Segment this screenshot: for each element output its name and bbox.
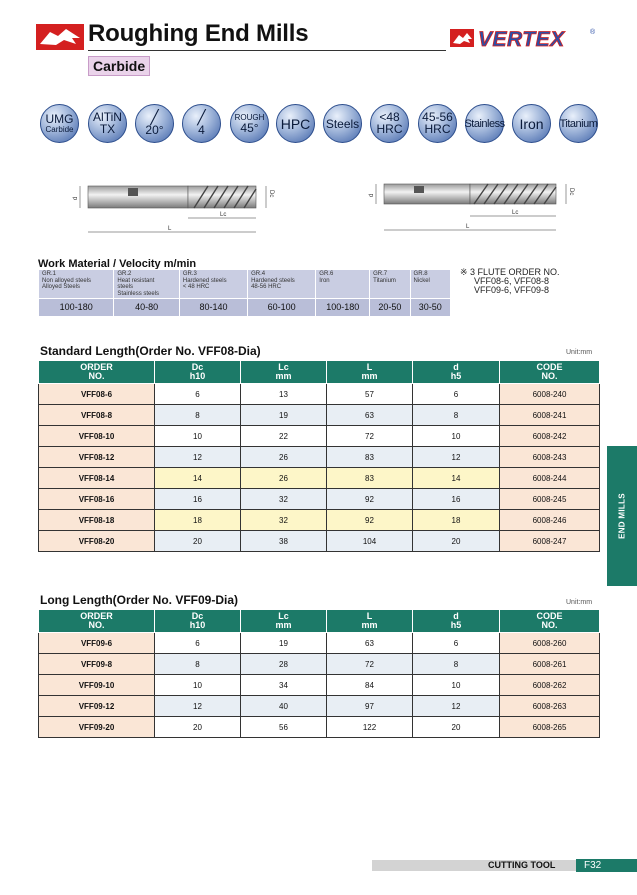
material-group-cell — [410, 270, 450, 299]
material-velocity: 80-140 — [179, 299, 247, 317]
material-velocity: 30-50 — [410, 299, 450, 317]
table-cell: 20 — [155, 717, 241, 738]
dim-d-label: d — [73, 196, 79, 200]
order-number-cell: VFF08-10 — [39, 426, 155, 447]
column-header — [413, 361, 500, 384]
table-cell: 14 — [155, 468, 241, 489]
table-header-row — [39, 361, 600, 384]
feature-icon-11 — [512, 104, 551, 143]
column-header-text: d — [453, 611, 459, 621]
column-header-text: NO. — [88, 371, 105, 381]
code-number-cell: 6008-262 — [500, 675, 600, 696]
table-cell: 22 — [241, 426, 327, 447]
feature-label: AlTiN — [93, 110, 122, 124]
table-cell: 97 — [327, 696, 413, 717]
table-cell: 16 — [155, 489, 241, 510]
title-divider — [88, 50, 446, 51]
feature-glyph: ╱ — [197, 109, 206, 125]
table-cell: 20 — [413, 531, 500, 552]
table-row[interactable] — [39, 447, 600, 468]
table-cell: 6 — [413, 384, 500, 405]
table-cell: 10 — [155, 675, 241, 696]
table-cell: 57 — [327, 384, 413, 405]
code-number-cell: 6008-240 — [500, 384, 600, 405]
material-subtitle: Carbide — [88, 56, 150, 76]
column-header-text: CODE — [536, 362, 563, 372]
material-group-desc: Hardened steels — [251, 277, 295, 284]
table-cell: 10 — [413, 426, 500, 447]
material-group-name: GR.6 — [319, 271, 334, 277]
material-group-cell — [179, 270, 247, 299]
brand-name: VERTEX — [478, 28, 565, 51]
table-row[interactable] — [39, 405, 600, 426]
column-header — [39, 610, 155, 633]
table-cell: 92 — [327, 489, 413, 510]
feature-icon-7 — [323, 104, 362, 143]
column-header — [155, 610, 241, 633]
feature-label: Carbide — [45, 125, 74, 134]
table-row[interactable] — [39, 531, 600, 552]
table-cell: 104 — [327, 531, 413, 552]
order-number-cell: VFF08-14 — [39, 468, 155, 489]
footer-section: CUTTING TOOL — [488, 860, 556, 870]
table-row[interactable] — [39, 384, 600, 405]
table-cell: 72 — [327, 426, 413, 447]
feature-label: ROUGH — [234, 112, 265, 122]
code-number-cell: 6008-242 — [500, 426, 600, 447]
code-number-cell: 6008-261 — [500, 654, 600, 675]
material-group-desc: Nickel — [413, 277, 430, 284]
table-cell: 84 — [327, 675, 413, 696]
dim-l-label-long: L — [466, 224, 470, 230]
feature-label: HRC — [376, 122, 403, 136]
feature-glyph: ╱ — [150, 109, 159, 125]
column-header-text: h10 — [189, 371, 206, 381]
table-cell: 18 — [155, 510, 241, 531]
table-cell: 6 — [155, 384, 241, 405]
order-number-cell: VFF09-6 — [39, 633, 155, 654]
feature-label: TX — [99, 122, 116, 136]
column-header — [500, 610, 600, 633]
table-cell: 83 — [327, 447, 413, 468]
feature-label: Iron — [519, 115, 544, 132]
table-cell: 32 — [241, 510, 327, 531]
order-number-cell: VFF08-18 — [39, 510, 155, 531]
table-cell: 20 — [155, 531, 241, 552]
material-group-desc: Titanium — [373, 277, 396, 284]
long-length-table — [38, 609, 600, 738]
code-number-cell: 6008-260 — [500, 633, 600, 654]
order-number-cell: VFF08-6 — [39, 384, 155, 405]
feature-label: UMG — [45, 112, 74, 126]
column-header-text: mm — [275, 620, 292, 630]
chamfer-angle-icon — [230, 104, 269, 143]
table-row[interactable] — [39, 510, 600, 531]
material-group-desc: Stainless steels — [117, 290, 160, 297]
material-velocity: 100-180 — [316, 299, 370, 317]
material-group-name: GR.1 — [42, 271, 57, 277]
feature-label: 45-56 — [422, 110, 453, 124]
column-header — [327, 361, 413, 384]
table-row[interactable] — [39, 489, 600, 510]
table-row[interactable] — [39, 426, 600, 447]
table-cell: 6 — [155, 633, 241, 654]
code-number-cell: 6008-263 — [500, 696, 600, 717]
table-row[interactable] — [39, 717, 600, 738]
material-group-name: GR.4 — [251, 271, 266, 277]
note-line: VFF08-6, VFF08-8 — [474, 276, 550, 286]
feature-label: HRC — [424, 122, 451, 136]
column-header-text: NO. — [541, 620, 558, 630]
order-number-cell: VFF08-16 — [39, 489, 155, 510]
table-cell: 8 — [155, 405, 241, 426]
table-cell: 8 — [413, 654, 500, 675]
table-cell: 20 — [413, 717, 500, 738]
code-number-cell: 6008-246 — [500, 510, 600, 531]
table-cell: 122 — [327, 717, 413, 738]
column-header-text: mm — [361, 620, 378, 630]
table-cell: 10 — [413, 675, 500, 696]
table-row[interactable] — [39, 675, 600, 696]
dim-lc-label-long: Lc — [512, 210, 519, 216]
table-cell: 13 — [241, 384, 327, 405]
unit-label: Unit:mm — [566, 349, 593, 356]
feature-label: Stainless — [464, 117, 505, 130]
column-header — [39, 361, 155, 384]
page-title: Roughing End Mills — [88, 20, 309, 47]
table-row[interactable] — [39, 696, 600, 717]
material-group-name: GR.2 — [117, 271, 132, 277]
column-header — [500, 361, 600, 384]
column-header-text: Lc — [278, 611, 289, 621]
material-group-desc: Iron — [319, 277, 330, 284]
feature-icon-6 — [276, 104, 315, 143]
dim-dc-label-long: Dc — [568, 188, 574, 196]
flute-order-note — [460, 268, 560, 295]
order-number-cell: VFF09-8 — [39, 654, 155, 675]
feature-icon-1 — [40, 104, 79, 143]
side-tab-label: END MILLS — [617, 493, 627, 539]
table-cell: 6 — [413, 633, 500, 654]
material-velocity: 100-180 — [39, 299, 114, 317]
code-number-cell: 6008-247 — [500, 531, 600, 552]
order-number-cell: VFF08-12 — [39, 447, 155, 468]
table-cell: 12 — [155, 447, 241, 468]
material-group-desc: 48-56 HRC — [251, 284, 282, 290]
table-row[interactable] — [39, 654, 600, 675]
table-cell: 26 — [241, 447, 327, 468]
table-header-row — [39, 610, 600, 633]
order-number-cell: VFF09-10 — [39, 675, 155, 696]
column-header-text: L — [366, 611, 373, 621]
table-row[interactable] — [39, 468, 600, 489]
column-header-text: CODE — [536, 611, 563, 621]
tool-drawing-long — [370, 172, 584, 236]
section-side-tab[interactable] — [607, 446, 637, 586]
table-cell: 8 — [413, 405, 500, 426]
column-header — [241, 610, 327, 633]
material-group-desc: steels — [117, 284, 134, 290]
table-cell: 40 — [241, 696, 327, 717]
column-header-text: mm — [361, 371, 378, 381]
order-number-cell: VFF08-20 — [39, 531, 155, 552]
standard-length-title: Standard Length(Order No. VFF08-Dia) — [40, 344, 261, 358]
vertex-brand-logo — [450, 24, 600, 52]
table-cell: 83 — [327, 468, 413, 489]
material-group-name: GR.7 — [373, 271, 388, 277]
dim-l-label: L — [168, 226, 172, 232]
material-velocity: 20-50 — [370, 299, 410, 317]
unit-label: Unit:mm — [566, 599, 593, 606]
table-cell: 16 — [413, 489, 500, 510]
feature-label: 20° — [145, 123, 164, 137]
feature-icon-8 — [370, 104, 409, 143]
column-header-text: Lc — [278, 362, 289, 372]
material-group-desc: Alloyed Steels — [42, 284, 81, 290]
order-number-cell: VFF09-20 — [39, 717, 155, 738]
table-cell: 10 — [155, 426, 241, 447]
material-velocity: 40-80 — [114, 299, 180, 317]
column-header-text: mm — [275, 371, 292, 381]
column-header-text: h5 — [450, 620, 462, 630]
table-cell: 32 — [241, 489, 327, 510]
table-cell: 34 — [241, 675, 327, 696]
page-number: F32 — [576, 859, 637, 872]
table-cell: 63 — [327, 405, 413, 426]
table-cell: 12 — [155, 696, 241, 717]
column-header — [155, 361, 241, 384]
feature-label: Steels — [325, 116, 360, 131]
code-number-cell: 6008-243 — [500, 447, 600, 468]
table-cell: 19 — [241, 405, 327, 426]
tool-drawing-standard — [72, 172, 278, 236]
table-cell: 92 — [327, 510, 413, 531]
dim-dc-label: Dc — [268, 190, 274, 198]
standard-length-table — [38, 360, 600, 552]
column-header-text: NO. — [88, 620, 105, 630]
material-group-desc: Heat resistant — [117, 277, 155, 284]
helix-angle-icon — [135, 104, 174, 143]
long-length-title: Long Length(Order No. VFF09-Dia) — [40, 593, 238, 607]
column-header-text: NO. — [541, 371, 558, 381]
table-cell: 8 — [155, 654, 241, 675]
feature-label: Titanium — [559, 117, 598, 130]
material-group-cell — [114, 270, 180, 299]
code-number-cell: 6008-245 — [500, 489, 600, 510]
table-cell: 19 — [241, 633, 327, 654]
material-group-cell — [248, 270, 316, 299]
table-cell: 56 — [241, 717, 327, 738]
column-header — [241, 361, 327, 384]
table-row[interactable] — [39, 633, 600, 654]
order-number-cell: VFF09-12 — [39, 696, 155, 717]
column-header-text: d — [453, 362, 459, 372]
table-cell: 12 — [413, 447, 500, 468]
feature-label: 45° — [240, 120, 259, 135]
note-line: ※ 3 FLUTE ORDER NO. — [460, 267, 560, 277]
dim-lc-label: Lc — [220, 212, 227, 218]
note-line: VFF09-6, VFF09-8 — [474, 285, 550, 295]
registered-mark: ® — [590, 29, 596, 36]
feature-icon-12 — [559, 104, 598, 143]
eagle-logo-icon — [36, 24, 84, 50]
flute-count-icon — [182, 104, 221, 143]
dim-d-label-long: d — [369, 193, 375, 197]
column-header-text: Dc — [191, 611, 204, 621]
column-header — [327, 610, 413, 633]
material-group-desc: Non alloyed steels — [42, 277, 92, 284]
work-material-title: Work Material / Velocity m/min — [38, 258, 197, 270]
order-number-cell: VFF08-8 — [39, 405, 155, 426]
feature-label: HPC — [280, 115, 311, 132]
feature-label: <48 — [379, 110, 400, 124]
table-cell: 38 — [241, 531, 327, 552]
table-cell: 72 — [327, 654, 413, 675]
table-cell: 18 — [413, 510, 500, 531]
material-group-name: GR.3 — [182, 271, 197, 277]
material-group-desc: < 48 HRC — [182, 284, 210, 290]
column-header-text: Dc — [191, 362, 204, 372]
code-number-cell: 6008-241 — [500, 405, 600, 426]
column-header-text: ORDER — [80, 611, 113, 621]
column-header-text: ORDER — [80, 362, 113, 372]
feature-icon-10 — [465, 104, 504, 143]
column-header-text: h5 — [450, 371, 462, 381]
table-cell: 12 — [413, 696, 500, 717]
work-material-table — [38, 269, 451, 317]
table-cell: 26 — [241, 468, 327, 489]
table-cell: 14 — [413, 468, 500, 489]
code-number-cell: 6008-265 — [500, 717, 600, 738]
feature-icon-2 — [88, 104, 127, 143]
column-header — [413, 610, 500, 633]
material-group-cell — [370, 270, 410, 299]
feature-icon-9 — [418, 104, 457, 143]
material-group-name: GR.8 — [413, 271, 428, 277]
code-number-cell: 6008-244 — [500, 468, 600, 489]
material-group-cell — [316, 270, 370, 299]
table-cell: 63 — [327, 633, 413, 654]
column-header-text: L — [366, 362, 373, 372]
column-header-text: h10 — [189, 620, 206, 630]
material-group-cell — [39, 270, 114, 299]
feature-label: 4 — [198, 123, 205, 137]
material-group-desc: Hardened steels — [182, 277, 227, 284]
table-cell: 28 — [241, 654, 327, 675]
material-velocity: 60-100 — [248, 299, 316, 317]
